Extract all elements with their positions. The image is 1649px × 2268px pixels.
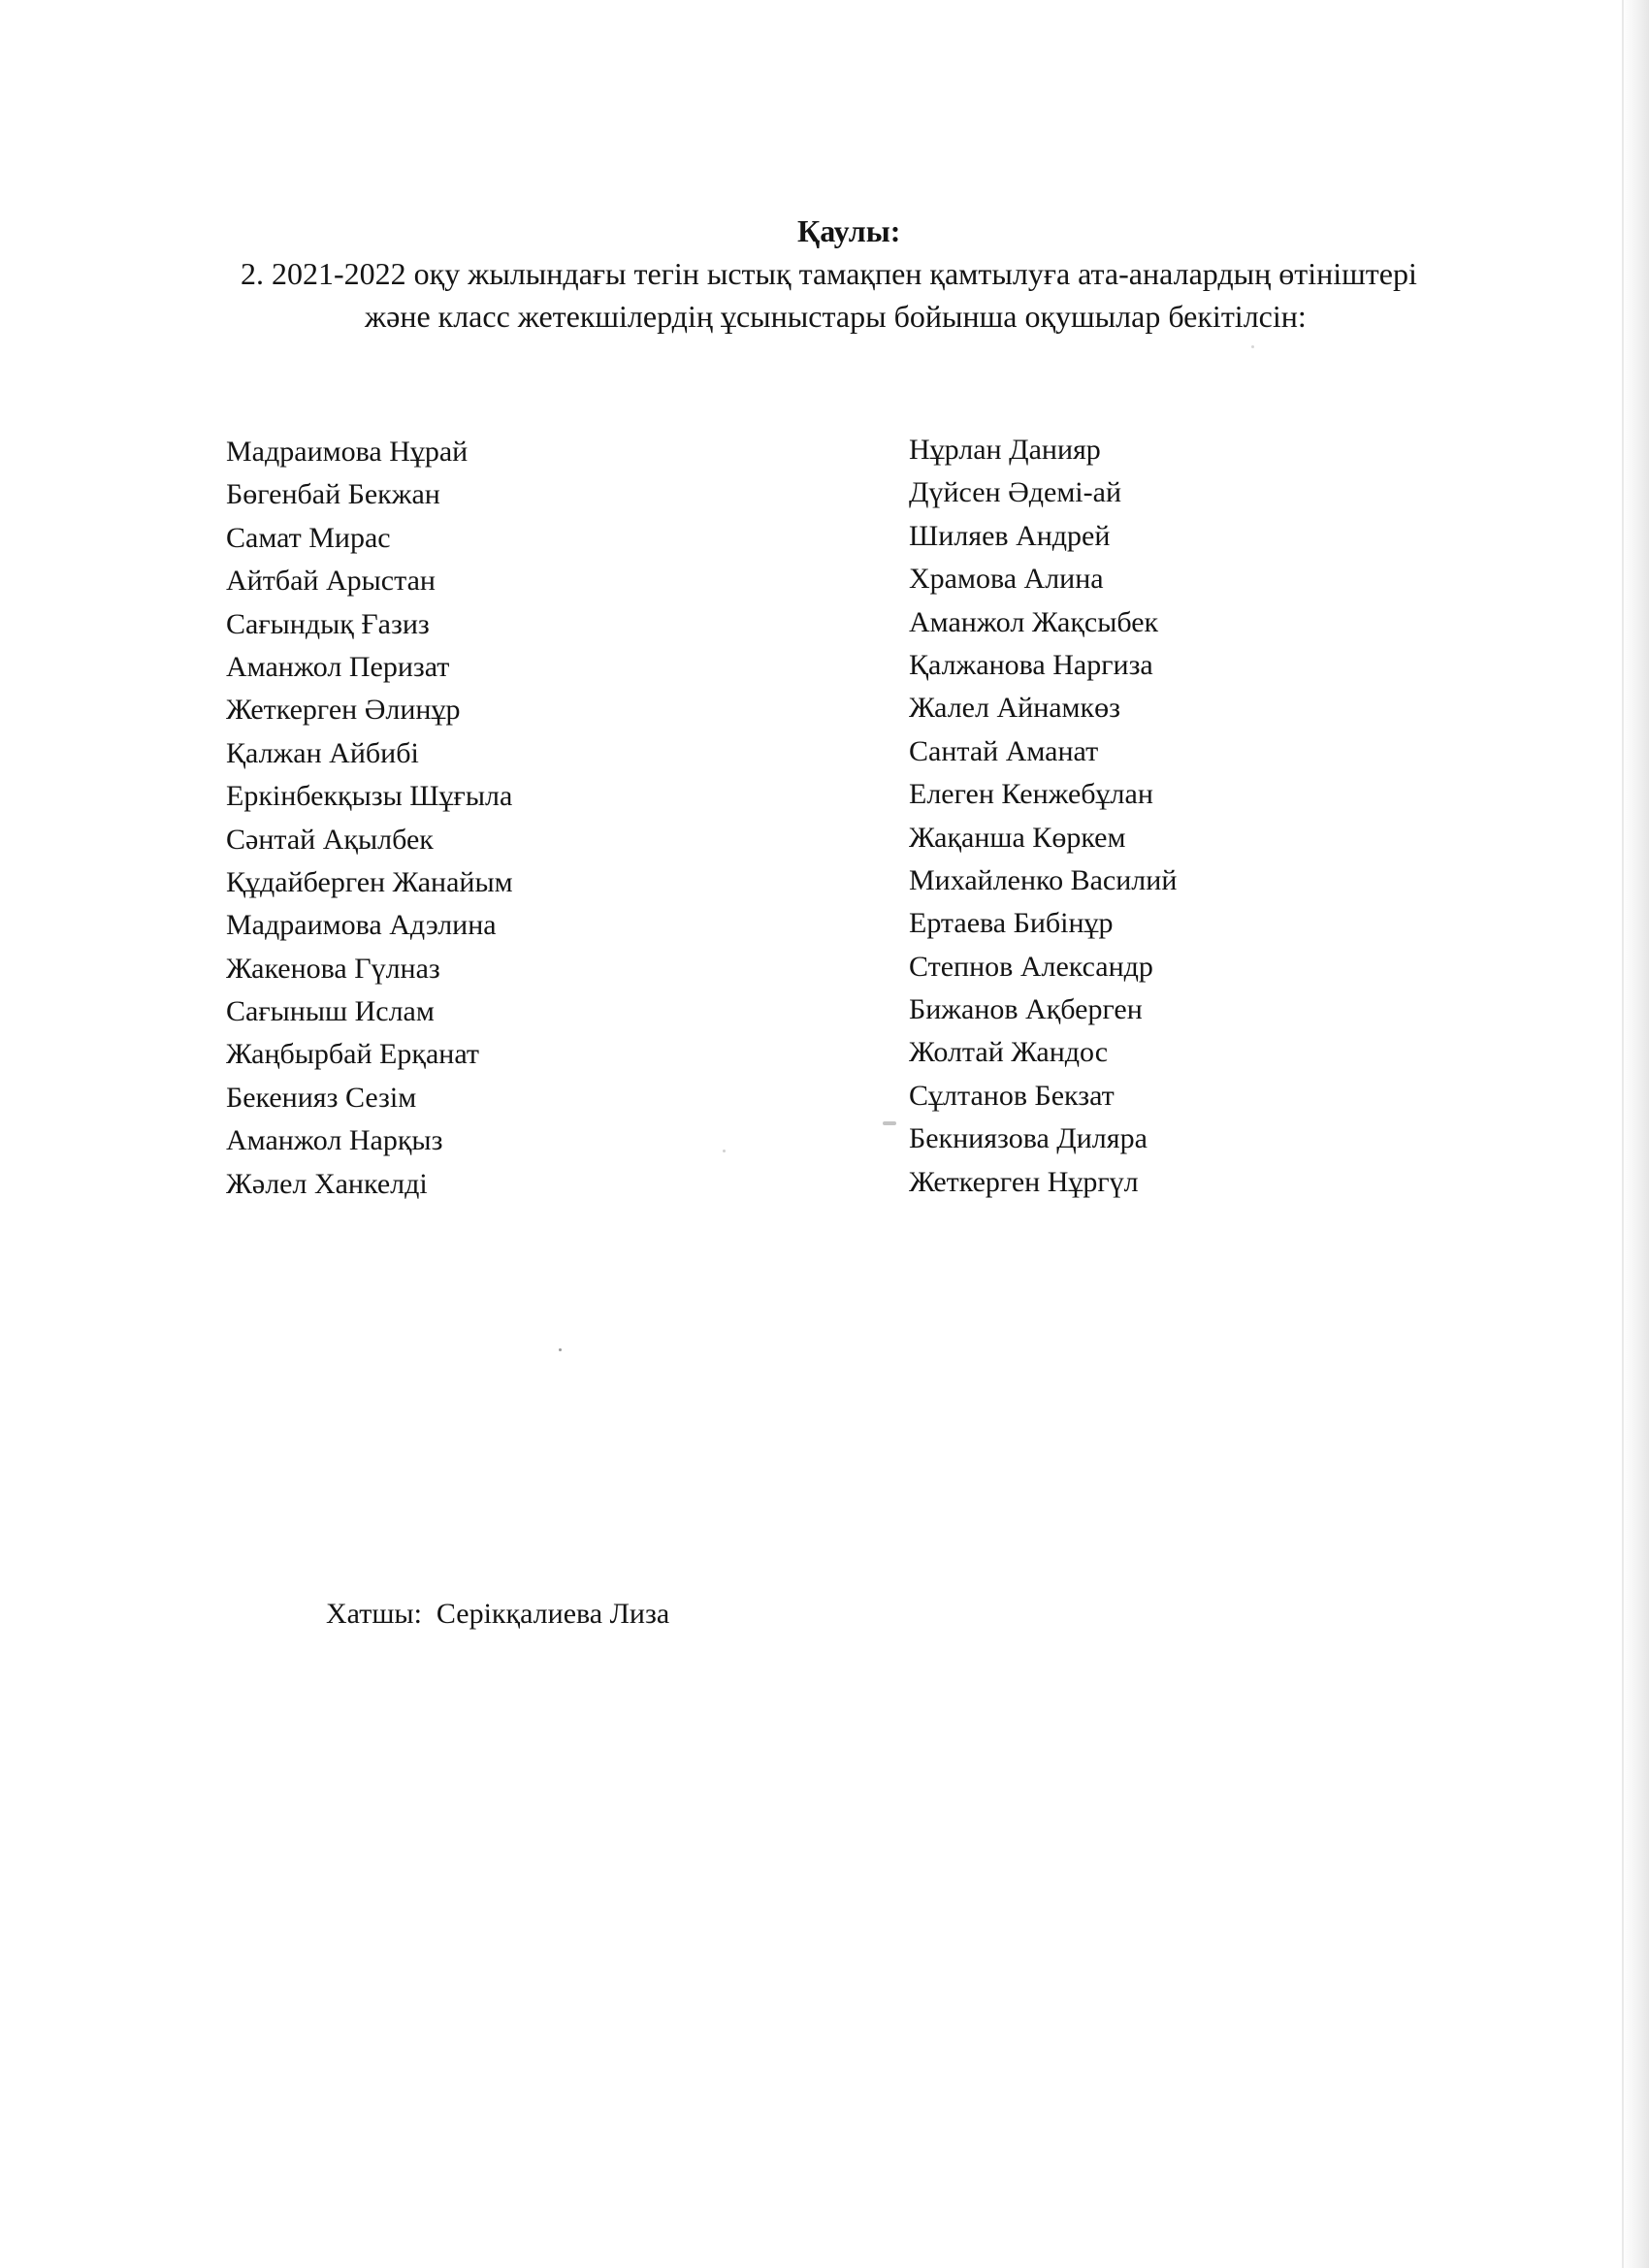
student-name: Сағындық Ғазиз <box>226 607 430 640</box>
student-name: Қалжанова Наргиза <box>909 648 1153 681</box>
scan-speck <box>559 1348 562 1351</box>
student-name: Аманжол Перизат <box>226 650 450 683</box>
resolution-text-line-1: 2. 2021-2022 оқу жылындағы тегін ыстық тамақпен қамтылуға ата-аналардың өтініштері <box>241 256 1417 291</box>
student-name: Сұлтанов Бекзат <box>909 1079 1115 1112</box>
student-name: Жакенова Гүлназ <box>226 952 440 985</box>
scan-speck <box>883 1121 896 1125</box>
student-name: Храмова Алина <box>909 563 1104 596</box>
student-name: Айтбай Арыстан <box>226 565 436 598</box>
student-name: Жалел Айнамкөз <box>909 692 1120 725</box>
student-name: Құдайберген Жанайым <box>226 865 513 898</box>
student-name: Михайленко Василий <box>909 863 1178 896</box>
student-list-left <box>226 431 513 1206</box>
student-name: Аманжол Жақсыбек <box>909 605 1159 638</box>
student-name: Сағыныш Ислам <box>226 995 435 1028</box>
scan-edge-line <box>1622 0 1624 2268</box>
scan-edge-shadow <box>1622 0 1649 2268</box>
student-name: Жақанша Көркем <box>909 821 1126 854</box>
student-name: Жеткерген Әлинұр <box>226 694 461 727</box>
student-name: Жолтай Жандос <box>909 1036 1109 1069</box>
student-name: Жәлел Ханкелді <box>226 1167 428 1200</box>
student-name: Аманжол Нарқыз <box>226 1124 443 1157</box>
student-name: Дүйсен Әдемі-ай <box>909 476 1121 509</box>
student-name: Жеткерген Нұргүл <box>909 1165 1139 1198</box>
secretary-name: Серікқалиева Лиза <box>436 1598 670 1630</box>
scan-speck <box>1251 345 1254 348</box>
secretary-label: Хатшы: <box>326 1598 422 1630</box>
student-name: Бекенияз Сезім <box>226 1081 417 1114</box>
student-name: Жаңбырбай Ерқанат <box>226 1038 479 1071</box>
scan-speck <box>723 1150 726 1152</box>
student-name: Нұрлан Данияр <box>909 434 1101 466</box>
student-name: Қалжан Айбибі <box>226 736 419 769</box>
resolution-text-line-2: және класс жетекшілердің ұсыныстары бойынша оқушылар бекітілсін: <box>365 299 1307 334</box>
student-name: Еркінбекқызы Шұғыла <box>226 780 513 813</box>
secretary-signature-line <box>326 1595 669 1634</box>
student-name: Мадраимова Адэлина <box>226 909 497 942</box>
student-name: Самат Мирас <box>226 521 391 554</box>
student-name: Бижанов Ақберген <box>909 993 1143 1026</box>
student-name: Бекниязова Диляра <box>909 1122 1148 1155</box>
student-name: Сәнтай Ақылбек <box>226 823 434 856</box>
student-name: Шиляев Андрей <box>909 519 1111 552</box>
student-name: Мадраимова Нұрай <box>226 436 469 468</box>
student-name: Елеген Кенжебұлан <box>909 778 1153 811</box>
student-name: Степнов Александр <box>909 950 1153 983</box>
resolution-title: Қаулы: <box>797 213 901 248</box>
student-name: Ертаева Бибінұр <box>909 907 1114 940</box>
student-name: Бөгенбай Бекжан <box>226 478 440 511</box>
student-list-right <box>909 429 1177 1204</box>
student-name: Сантай Аманат <box>909 734 1099 767</box>
